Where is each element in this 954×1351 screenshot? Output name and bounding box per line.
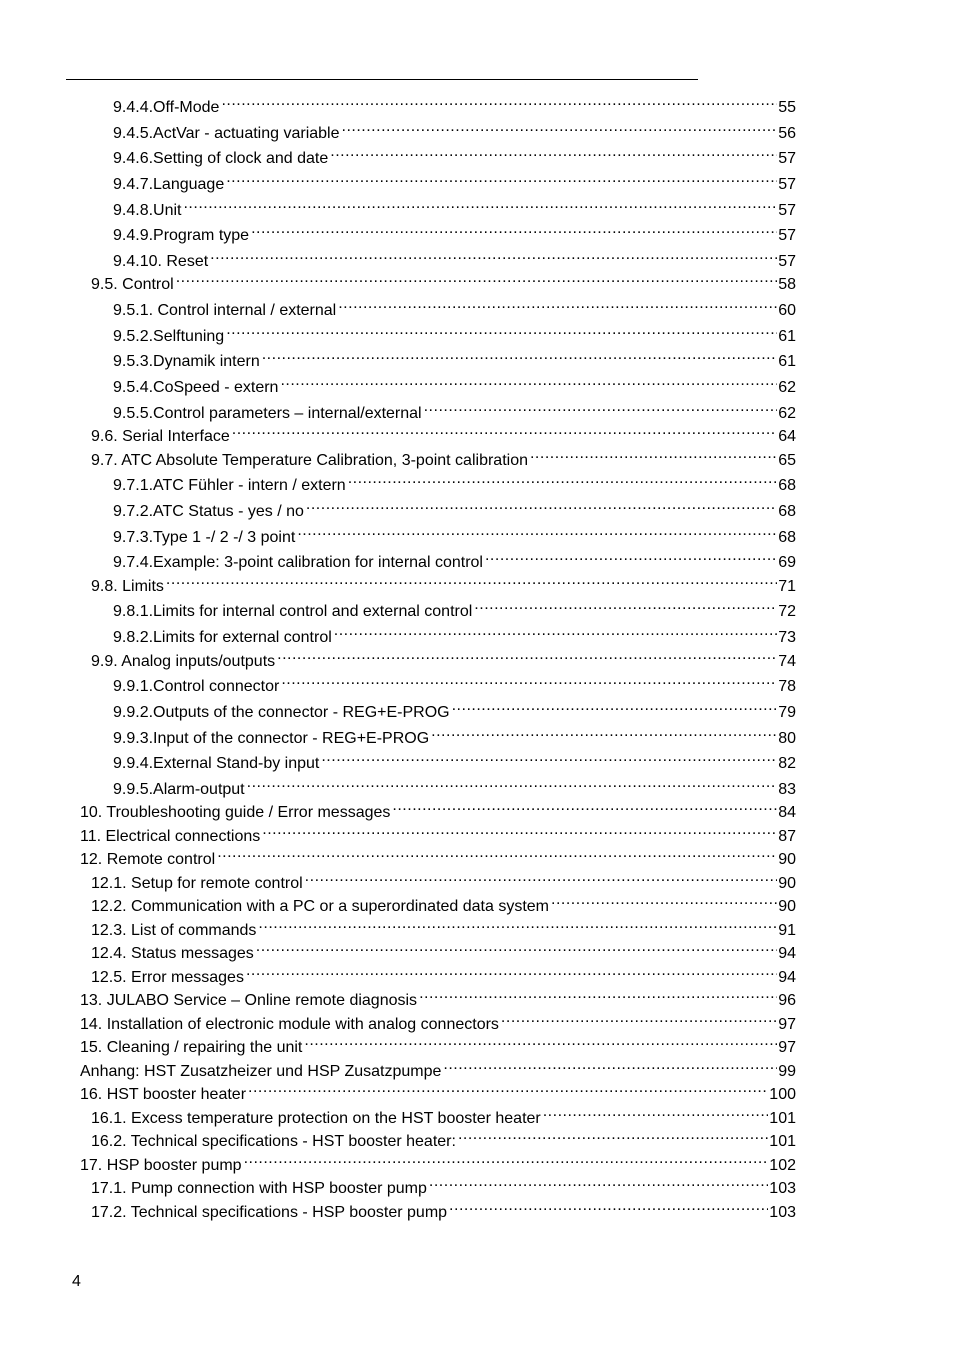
toc-entry[interactable] [113, 396, 796, 422]
toc-dot-leader [281, 669, 777, 691]
page-number: 4 [72, 1273, 81, 1290]
toc-entry-page: 56 [778, 125, 796, 142]
toc-entry-title: 12.5. Error messages [91, 969, 244, 986]
toc-entry[interactable] [113, 244, 796, 270]
toc-entry-page: 57 [778, 202, 796, 219]
toc-entry-page: 64 [778, 428, 796, 445]
toc-entry-title: 12.1. Setup for remote control [91, 875, 303, 892]
toc-entry[interactable] [91, 936, 796, 962]
toc-entry-page: 78 [778, 678, 796, 695]
toc-entry-page: 97 [778, 1039, 796, 1056]
toc-entry-page: 83 [778, 781, 796, 798]
toc-entry-title: 11. Electrical connections [80, 828, 261, 845]
toc-entry[interactable] [113, 90, 796, 116]
toc-entry-page: 72 [778, 603, 796, 620]
toc-entry-page: 57 [778, 227, 796, 244]
toc-entry-title: 9.8.2.Limits for external control [113, 629, 332, 646]
header-rule [66, 79, 698, 80]
toc-entry-title: 9.4.4.Off-Mode [113, 99, 220, 116]
toc-dot-leader [330, 141, 777, 163]
toc-dot-leader [530, 443, 777, 465]
toc-entry[interactable] [113, 344, 796, 370]
toc-dot-leader [221, 90, 777, 112]
toc-entry-page: 61 [778, 353, 796, 370]
toc-entry-title: 9.6. Serial Interface [91, 428, 230, 445]
toc-entry-page: 90 [778, 851, 796, 868]
toc-entry-title: 15. Cleaning / repairing the unit [80, 1039, 303, 1056]
toc-entry[interactable] [91, 1195, 796, 1221]
toc-entry-title: 10. Troubleshooting guide / Error messages [80, 804, 391, 821]
toc-entry[interactable] [80, 1077, 796, 1103]
toc-entry-title: 9.4.9.Program type [113, 227, 250, 244]
toc-entry-title: 9.8.1.Limits for internal control and external control [113, 603, 473, 620]
toc-entry-title: 9.7.4.Example: 3-point calibration for internal control [113, 554, 483, 571]
toc-entry[interactable] [113, 293, 796, 319]
toc-entry-title: 9.5.4.CoSpeed - extern [113, 379, 279, 396]
toc-dot-leader [342, 116, 778, 138]
toc-entry[interactable] [91, 1101, 796, 1127]
toc-entry-title: 13. JULABO Service – Online remote diagnosis [80, 992, 418, 1009]
toc-entry-title: Anhang: HST Zusatzheizer und HSP Zusatzpumpe [80, 1063, 442, 1080]
toc-entry[interactable] [113, 116, 796, 142]
toc-dot-leader [183, 193, 777, 215]
toc-dot-leader [262, 819, 777, 841]
toc-dot-leader [338, 293, 777, 315]
toc-entry-title: 9.7.3.Type 1 -/ 2 -/ 3 point [113, 529, 296, 546]
toc-dot-leader [429, 1171, 768, 1193]
toc-entry[interactable] [80, 842, 796, 868]
toc-entry-title: 9.5.1. Control internal / external [113, 302, 337, 319]
toc-entry-title: 9.4.8.Unit [113, 202, 182, 219]
toc-entry-page: 103 [769, 1204, 796, 1221]
toc-dot-leader [485, 545, 777, 567]
toc-entry-title: 9.9.2.Outputs of the connector - REG+E-PROG [113, 704, 450, 721]
toc-entry-page: 79 [778, 704, 796, 721]
toc-entry-title: 9.4.6.Setting of clock and date [113, 150, 329, 167]
toc-entry[interactable] [80, 983, 796, 1009]
toc-entry-page: 62 [778, 379, 796, 396]
toc-entry[interactable] [113, 594, 796, 620]
toc-dot-leader [306, 494, 777, 516]
toc-dot-leader [247, 772, 778, 794]
toc-dot-leader [297, 520, 777, 542]
toc-entry[interactable] [113, 167, 796, 193]
toc-dot-leader [452, 695, 778, 717]
toc-dot-leader [543, 1101, 769, 1123]
toc-entry[interactable] [113, 468, 796, 494]
toc-entry-page: 97 [778, 1016, 796, 1033]
toc-entry-page: 69 [778, 554, 796, 571]
toc-entry[interactable] [113, 695, 796, 721]
toc-dot-leader [246, 960, 777, 982]
toc-entry-title: 12.3. List of commands [91, 922, 257, 939]
toc-dot-leader [258, 913, 777, 935]
toc-entry[interactable] [113, 545, 796, 571]
toc-entry-title: 17. HSP booster pump [80, 1157, 242, 1174]
toc-entry[interactable] [113, 772, 796, 798]
toc-entry-page: 71 [778, 578, 796, 595]
toc-dot-leader [176, 267, 777, 289]
toc-entry-page: 82 [778, 755, 796, 772]
toc-entry[interactable] [91, 960, 796, 986]
toc-dot-leader [334, 620, 777, 642]
toc-entry-page: 103 [769, 1180, 796, 1197]
toc-entry[interactable] [91, 267, 796, 293]
toc-entry[interactable] [113, 746, 796, 772]
toc-entry[interactable] [113, 494, 796, 520]
toc-entry-page: 99 [778, 1063, 796, 1080]
toc-dot-leader [431, 721, 777, 743]
toc-entry[interactable] [113, 319, 796, 345]
toc-entry[interactable] [113, 620, 796, 646]
toc-entry-title: 9.5. Control [91, 276, 174, 293]
toc-dot-leader [443, 1054, 777, 1076]
toc-dot-leader [474, 594, 777, 616]
toc-entry-title: 9.5.5.Control parameters – internal/external [113, 405, 422, 422]
toc-dot-leader [551, 889, 777, 911]
toc-entry[interactable] [80, 1054, 796, 1080]
toc-dot-leader [305, 866, 778, 888]
toc-entry-title: 16. HST booster heater [80, 1086, 247, 1103]
toc-entry-title: 9.7.1.ATC Fühler - intern / extern [113, 477, 346, 494]
toc-entry-page: 80 [778, 730, 796, 747]
toc-dot-leader [449, 1195, 768, 1217]
toc-entry-page: 62 [778, 405, 796, 422]
toc-entry[interactable] [91, 569, 796, 595]
toc-entry-page: 68 [778, 503, 796, 520]
toc-entry-page: 61 [778, 328, 796, 345]
toc-dot-leader [166, 569, 777, 591]
toc-entry-page: 87 [778, 828, 796, 845]
toc-entry[interactable] [113, 370, 796, 396]
toc-entry[interactable] [91, 889, 796, 915]
toc-dot-leader [501, 1007, 777, 1029]
toc-dot-leader [251, 218, 777, 240]
toc-entry[interactable] [113, 520, 796, 546]
toc-entry-page: 57 [778, 150, 796, 167]
toc-entry-title: 9.7. ATC Absolute Temperature Calibration, 3-point calibration [91, 452, 528, 469]
toc-entry[interactable] [80, 1007, 796, 1033]
toc-entry-page: 102 [769, 1157, 796, 1174]
toc-entry-page: 91 [778, 922, 796, 939]
toc-entry-page: 58 [778, 276, 796, 293]
toc-entry[interactable] [91, 866, 796, 892]
toc-entry-page: 65 [778, 452, 796, 469]
toc-entry-title: 9.9. Analog inputs/outputs [91, 653, 276, 670]
toc-entry[interactable] [113, 141, 796, 167]
toc-entry-title: 9.5.3.Dynamik intern [113, 353, 260, 370]
toc-dot-leader [280, 370, 777, 392]
toc-dot-leader [244, 1148, 769, 1170]
toc-entry-page: 84 [778, 804, 796, 821]
toc-dot-leader [232, 419, 777, 441]
toc-entry-title: 9.7.2.ATC Status - yes / no [113, 503, 304, 520]
toc-entry[interactable] [80, 1030, 796, 1056]
toc-entry-title: 12.4. Status messages [91, 945, 254, 962]
toc-entry-page: 101 [769, 1110, 796, 1127]
toc-entry-title: 12. Remote control [80, 851, 216, 868]
toc-entry-page: 74 [778, 653, 796, 670]
toc-entry-page: 101 [769, 1133, 796, 1150]
toc-entry[interactable] [113, 669, 796, 695]
toc-entry-page: 90 [778, 898, 796, 915]
toc-entry-page: 57 [778, 253, 796, 270]
toc-entry[interactable] [91, 443, 796, 469]
toc-dot-leader [419, 983, 777, 1005]
toc-dot-leader [262, 344, 777, 366]
toc-entry[interactable] [113, 218, 796, 244]
toc-entry[interactable] [113, 193, 796, 219]
toc-dot-leader [226, 167, 777, 189]
toc-entry-title: 9.4.10. Reset [113, 253, 209, 270]
toc-entry[interactable] [91, 1124, 796, 1150]
toc-entry-page: 73 [778, 629, 796, 646]
toc-entry-title: 9.4.5.ActVar - actuating variable [113, 125, 340, 142]
toc-entry-title: 17.2. Technical specifications - HSP booster pump [91, 1204, 448, 1221]
toc-entry-page: 94 [778, 945, 796, 962]
toc-entry-title: 16.2. Technical specifications - HST booster heater: [91, 1133, 456, 1150]
toc-entry[interactable] [113, 721, 796, 747]
toc-dot-leader [277, 644, 777, 666]
toc-entry-page: 60 [778, 302, 796, 319]
toc-entry-title: 9.9.5.Alarm-output [113, 781, 245, 798]
toc-entry-title: 16.1. Excess temperature protection on the HST booster heater [91, 1110, 541, 1127]
toc-dot-leader [458, 1124, 768, 1146]
toc-dot-leader [392, 795, 777, 817]
toc-entry-title: 17.1. Pump connection with HSP booster pump [91, 1180, 427, 1197]
toc-entry[interactable] [80, 795, 796, 821]
toc-entry[interactable] [91, 913, 796, 939]
toc-entry-title: 9.9.1.Control connector [113, 678, 280, 695]
toc-dot-leader [226, 319, 777, 341]
toc-entry-page: 94 [778, 969, 796, 986]
toc-entry[interactable] [80, 1148, 796, 1174]
toc-entry[interactable] [91, 1171, 796, 1197]
toc-entry-title: 9.9.3.Input of the connector - REG+E-PROG [113, 730, 430, 747]
toc-entry-title: 9.9.4.External Stand-by input [113, 755, 320, 772]
toc-dot-leader [217, 842, 777, 864]
toc-dot-leader [424, 396, 778, 418]
toc-entry[interactable] [91, 419, 796, 445]
toc-dot-leader [321, 746, 777, 768]
toc-entry-page: 55 [778, 99, 796, 116]
toc-dot-leader [348, 468, 778, 490]
toc-entry[interactable] [91, 644, 796, 670]
toc-dot-leader [248, 1077, 768, 1099]
toc-entry-title: 12.2. Communication with a PC or a superordinated data system [91, 898, 550, 915]
toc-entry-title: 9.4.7.Language [113, 176, 225, 193]
toc-entry-page: 90 [778, 875, 796, 892]
toc-dot-leader [210, 244, 777, 266]
toc-entry-title: 14. Installation of electronic module with analog connectors [80, 1016, 499, 1033]
toc-entry-page: 68 [778, 529, 796, 546]
toc-entry-page: 57 [778, 176, 796, 193]
toc-entry-page: 100 [769, 1086, 796, 1103]
toc-dot-leader [304, 1030, 777, 1052]
toc-entry-page: 96 [778, 992, 796, 1009]
toc-entry-page: 68 [778, 477, 796, 494]
toc-entry-title: 9.8. Limits [91, 578, 164, 595]
toc-dot-leader [256, 936, 777, 958]
toc-entry[interactable] [80, 819, 796, 845]
toc-entry-title: 9.5.2.Selftuning [113, 328, 225, 345]
